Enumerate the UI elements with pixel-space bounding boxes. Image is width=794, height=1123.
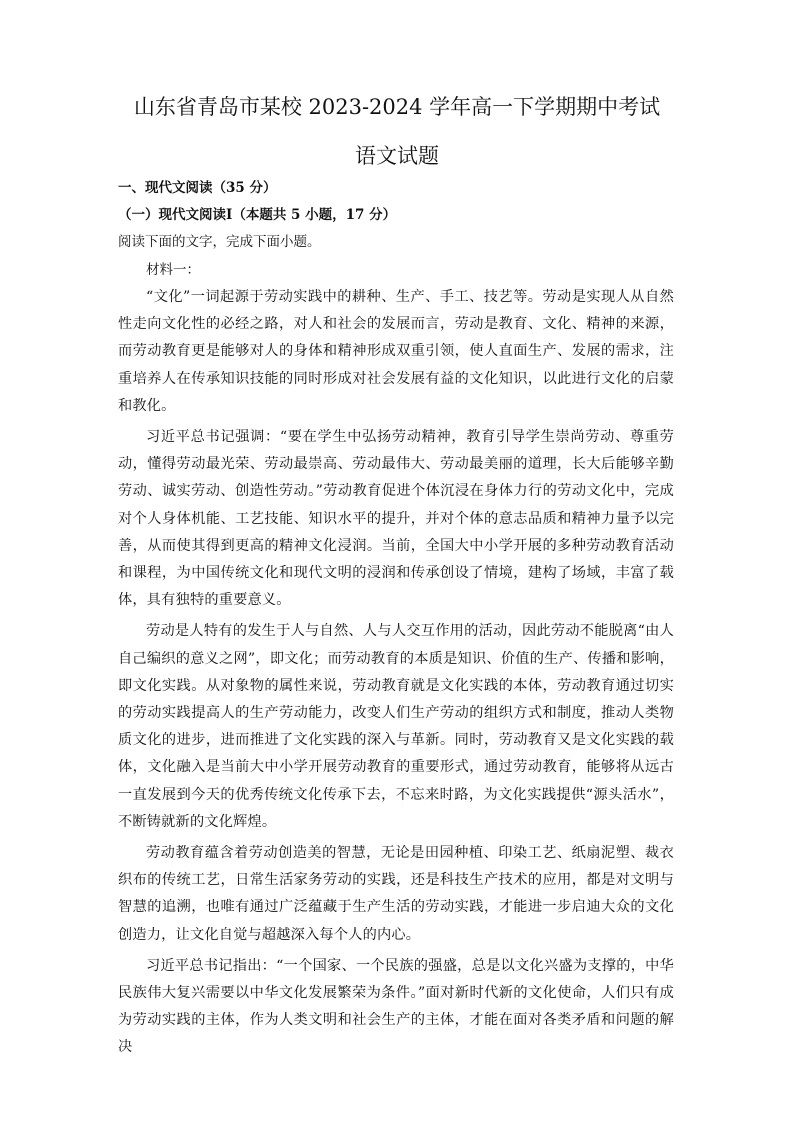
passage-paragraph: 劳动是人特有的发生于人与自然、人与人交互作用的活动，因此劳动不能脱离“由人自己编织的意义之网”，即文化；而劳动教育的本质是知识、价值的生产、传播和影响，即文化实践。从对象物的属性来说，劳动教育就是文化实践的本体，劳动教育通过切实的劳动实践提高人的生产劳动能力，改变人们生产劳动的组织方式和制度，推动人类物质文化的进步，进而推进了文化实践的深入与革新。同时，劳动教育又是文化实践的载体，文化融入是当前大中小学开展劳动教育的重要形式，通过劳动教育，能够将从远古一直发展到今天的优秀传统文化传承下去，不忘来时路，为文化实践提供“源头活水”，不断铸就新的文化辉煌。 xyxy=(118,623,674,830)
material-label: 材料一： xyxy=(146,262,200,278)
passage-paragraph: 习近平总书记指出：“一个国家、一个民族的强盛，总是以文化兴盛为支撑的，中华民族伟大复兴需要以中华文化发展繁荣为条件。”面对新时代新的文化使命，人们只有成为劳动实践的主体，作为人类文明和社会生产的主体，才能在面对各类矛盾和问题的解决 xyxy=(118,957,674,1056)
reading-passage xyxy=(118,284,674,1066)
document-title: 山东省青岛市某校 2023-2024 学年高一下学期期中考试 xyxy=(133,95,661,119)
passage-paragraph: “文化”一词起源于劳动实践中的耕种、生产、手工、技艺等。劳动是实现人从自然性走向文化性的必经之路，对人和社会的发展而言，劳动是教育、文化、精神的来源，而劳动教育更是能够对人的身体和精神形成双重引领，使人直面生产、发展的需求，注重培养人在传承知识技能的同时形成对社会发展有益的文化知识，以此进行文化的启蒙和教化。 xyxy=(118,289,674,414)
passage-paragraph: 习近平总书记强调：“要在学生中弘扬劳动精神，教育引导学生崇尚劳动、尊重劳动，懂得劳动最光荣、劳动最崇高、劳动最伟大、劳动最美丽的道理，长大后能够辛勤劳动、诚实劳动、创造性劳动。”劳动教育促进个体沉浸在身体力行的劳动文化中，完成对个人身体机能、工艺技能、知识水平的提升，并对个体的意志品质和精神力量予以完善，从而使其得到更高的精神文化浸润。当前，全国大中小学开展的多种劳动教育活动和课程，为中国传统文化和现代文明的浸润和传承创设了情境，建构了场域，丰富了载体，具有独特的重要意义。 xyxy=(118,429,674,609)
subsection-heading: （一）现代文阅读Ⅰ（本题共 5 小题，17 分） xyxy=(118,207,397,223)
passage-paragraph: 劳动教育蕴含着劳动创造美的智慧，无论是田园种植、印染工艺、纸扇泥塑、裁衣织布的传统工艺，日常生活家务劳动的实践，还是科技生产技术的应用，都是对文明与智慧的追溯，也唯有通过广泛蕴藏于生产生活的劳动实践，才能进一步启迪大众的文化创造力，让文化自觉与超越深入每个人的内心。 xyxy=(118,845,674,943)
reading-instruction: 阅读下面的文字，完成下面小题。 xyxy=(118,234,321,250)
section-heading: 一、现代文阅读（35 分） xyxy=(118,180,277,196)
document-subtitle: 语文试题 xyxy=(355,144,439,168)
